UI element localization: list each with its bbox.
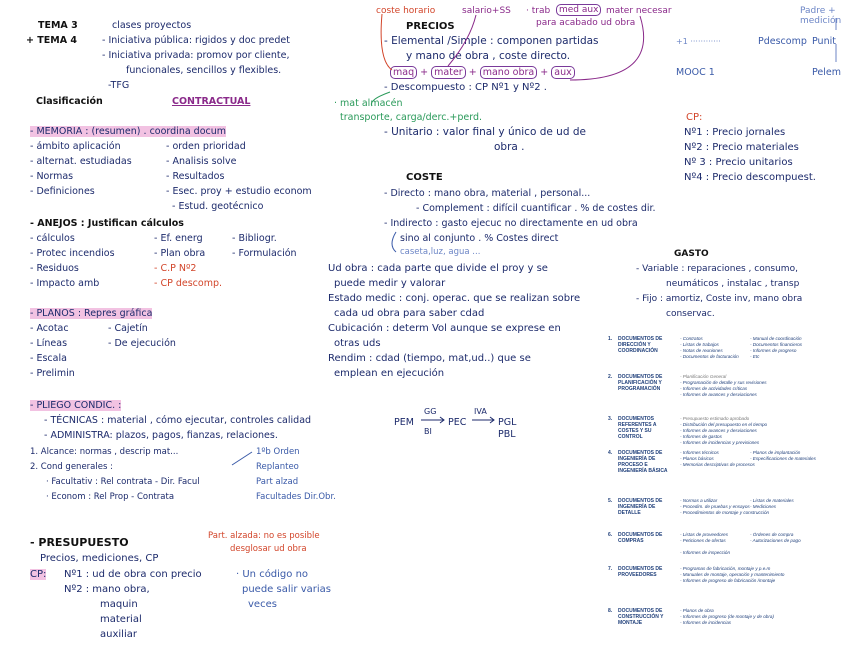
doc-row-item: - Normas a utilizar [680,498,718,503]
planos-col1-item: - Acotac [30,323,69,334]
planos-col2-item: - Cajetín [108,323,148,334]
formula-arrowhead-1 [440,417,444,423]
gasto-line: neumáticos , instalac , transp [666,279,800,289]
partida-alzada-line: desglosar ud obra [230,544,307,554]
doc-row-number: 7. [608,566,613,572]
presupuesto-note-line: · Un código no [236,569,309,580]
definicion-line: cada ud obra para saber cdad [334,308,485,319]
doc-row-item: - Autorizaciones de pago [750,538,801,543]
memoria-right-item: - Esec. proy + estudio econom [166,186,312,197]
doc-row-number: 5. [608,498,613,504]
pliego-line: - TÉCNICAS : material , cómo ejecutar, controles calidad [44,415,312,426]
right-arrow-annot: +1 ············ [676,37,721,46]
gasto-heading: GASTO [674,249,709,259]
formula-arrowhead-2 [490,417,494,423]
presupuesto-note-line: veces [248,599,277,610]
annot-padre-medicion: Padre + medición [800,6,842,26]
doc-row-item: - Procedim. de pruebas y ensayos [680,504,750,509]
definicion-line: emplean en ejecución [334,368,445,379]
coste-line: - Indirecto : gasto ejecuc no directamente en ud obra [384,218,638,229]
chain-plus: + [540,67,549,78]
precios-elemental-line: y mano de obra , coste directo. [406,50,571,62]
chain-mater: mater [431,66,466,79]
doc-row-item: - Contratos [680,336,703,341]
coste-line: - Directo : mano obra, material , personal... [384,188,591,199]
clasificacion-heading: Clasificación [36,96,103,107]
tema3-label: TEMA 3 [38,20,78,31]
cp-right-heading: CP: [686,112,703,123]
doc-row-item: - Manual de coordinación [750,336,802,341]
doc-row-number: 8. [608,608,613,614]
presupuesto-n2-line: auxiliar [100,629,137,640]
pliego-title [30,400,121,411]
iniciativa-line-3: funcionales, sencillos y flexibles. [126,65,282,76]
anejos-col3-item: - Bibliogr. [232,233,277,244]
planos-col1-item: - Líneas [30,338,68,349]
precios-heading: PRECIOS [406,21,455,32]
formula-bi: BI [424,427,432,436]
formula-iva: IVA [474,407,487,416]
gasto-line: - Fijo : amortiz, Coste inv, mano obra [636,294,803,304]
definicion-line: Ud obra : cada parte que divide el proy y se [328,263,548,274]
planos-col1-item: - Escala [30,353,67,364]
green-note-line: transporte, carga/derc.+perd. [340,112,483,123]
iniciativa-line-1: - Iniciativa pública: rigidos y doc predet [102,35,290,46]
anejos-highlight: - ANEJOS : Justifican cálculos [30,218,184,229]
doc-row-item: - Presupuesto estimado aprobado [680,416,750,421]
doc-row-item: - Informes de gastos [680,434,722,439]
presupuesto-cp-label [30,569,46,580]
doc-row-item: - Informes de inspección [680,550,731,555]
presupuesto-note-line: puede salir varias [242,584,331,595]
presupuesto-title: - PRESUPUESTO [30,536,129,549]
doc-row-item: - Etc [750,354,760,359]
formula-pbl: PBL [498,429,516,440]
doc-row-item: - Planos de obra [680,608,714,613]
cp-right-item: Nº4 : Precio descompuest. [684,172,816,183]
annot-coste-horario: coste horario [376,6,436,16]
definicion-line: Estado medic : conj. operac. que se realizan sobre [328,293,581,304]
tema4-label: + TEMA 4 [26,35,77,46]
formula-pgl: PGL [498,417,517,428]
doc-row-item: - Procedimientos de montaje y construcción [680,510,770,515]
doc-row-item: - Planos básicos [680,456,714,461]
doc-row-item: - Programación de detalle y sus revisiones [680,380,767,385]
formula-pec: PEC [448,417,467,428]
presupuesto-n1: Nº1 : ud de obra con precio [64,569,202,580]
cp-label-highlight: CP: [30,569,47,580]
anejos-col2-item: - Ef. energ [154,233,203,244]
anejos-col1-item: - Residuos [30,263,79,274]
anejos-col3-item: - Formulación [232,248,297,259]
precios-chain [390,67,575,78]
planos-col2-item: - De ejecución [108,338,176,349]
memoria-right-item: - Analisis solve [166,156,237,167]
label-pelem: Pelem [812,67,841,78]
doc-row-item: - Informes de avances y desviaciones [680,428,757,433]
coste-line: - Complement : difícil cuantificar . % de costes dir. [416,203,656,214]
document-types-table [608,336,844,636]
doc-row-number: 6. [608,532,613,538]
doc-row-title: DOCUMENTOS DE COMPRAS [618,532,663,544]
doc-row-item: - Documentos de facturación [680,354,739,359]
chain-plus: + [420,67,429,78]
doc-row-item: - Notas de reuniones [680,348,723,353]
cp-right-item: Nº 3 : Precio unitarios [684,157,793,168]
annot-acabado: para acabado ud obra [536,18,636,28]
presupuesto-subtitle: Precios, mediciones, CP [40,553,159,564]
definicion-line: Cubicación : determ Vol aunque se exprese en [328,323,561,334]
formula-pem: PEM [394,417,414,428]
chain-mano-obra: mano obra [480,66,538,79]
planos-col1-item: - Prelimin [30,368,75,379]
coste-line: sino al conjunto . % Costes direct [400,233,559,244]
doc-row-item: - Especificaciones de materiales [750,456,816,461]
memoria-right-item: - Estud. geotécnico [172,201,264,212]
tema3-desc: clases proyectos [112,20,192,31]
gasto-line: conservac. [666,309,715,319]
label-pdescomp: Pdescomp [758,36,807,47]
doc-row-item: - Informes de incidencias [680,620,732,625]
doc-row-item: - Programas de fabricación, montaje y p.e.m [680,566,771,571]
cp-right-item: Nº1 : Precio jornales [684,127,786,138]
definicion-line: otras uds [334,338,381,349]
pliego-side-item: Part alzad [256,477,299,487]
memoria-left-item: - Definiciones [30,186,95,197]
doc-row-item: - Informes de incidencias y previsiones [680,440,760,445]
label-punit: Punit [812,36,836,47]
anejos-col2-item: - CP descomp. [154,278,222,289]
doc-row-number: 3. [608,416,613,422]
doc-row-title: DOCUMENTOS REFERENTES A COSTES Y SU CONTROL [618,416,657,440]
anejos-col2-item: - C.P Nº2 [154,263,197,274]
pliego-side-item: Facultades Dir.Obr. [256,492,336,502]
doc-row-item: - Informes de actividades críticas [680,386,748,391]
doc-row-title: DOCUMENTOS DE CONSTRUCCIÓN Y MONTAJE [618,608,664,626]
doc-row-item: - Memorias descriptivas de procesos [680,462,755,467]
pliego-side-item: Replanteo [256,462,299,472]
memoria-right-item: - orden prioridad [166,141,246,152]
doc-row-number: 2. [608,374,613,380]
presupuesto-n2-line: maquin [100,599,138,610]
precios-descompuesto: - Descompuesto : CP Nº1 y Nº2 . [384,82,547,93]
coste-line: caseta,luz, agua ... [400,247,481,257]
pliego-line: · Econom : Rel Prop - Contrata [46,492,175,502]
label-mooc: MOOC 1 [676,67,715,78]
definicion-line: Rendim : cdad (tiempo, mat,ud..) que se [328,353,531,364]
memoria-left-item: - alternat. estudiadas [30,156,132,167]
precios-elemental-line: - Elemental /Simple : componen partidas [384,35,599,47]
doc-row-item: - Listas de proveedores [680,532,729,537]
gasto-line: - Variable : reparaciones , consumo, [636,264,798,274]
doc-row-item: - Documentos financieros [750,342,803,347]
doc-row-item: - Planos de implantación [750,450,801,455]
chain-plus: + [468,67,477,78]
precios-unitario-line: - Unitario : valor final y único de ud de [384,126,586,138]
doc-row-title: DOCUMENTOS DE INGENIERÍA DE DETALLE [618,498,663,516]
doc-row-number: 1. [608,336,613,342]
pliego-line: 1. Alcance: normas , descrip mat... [30,447,179,457]
med-aux-box: med aux [556,4,601,16]
coste-heading: COSTE [406,172,443,183]
precios-unitario-line: obra . [494,141,525,153]
chain-maq: maq [390,66,417,79]
iniciativa-line-4: -TFG [108,80,130,91]
doc-row-title: DOCUMENTOS DE PROVEEDORES [618,566,663,578]
memoria-left-item: - Normas [30,171,74,182]
anejos-col1-item: - Impacto amb [30,278,100,289]
anejos-col2-item: - Plan obra [154,248,206,259]
pliego-line: · Facultativ : Rel contrata - Dir. Facul [46,477,200,487]
doc-row-title: DOCUMENTOS DE PLANIFICACIÓN Y PROGRAMACIÓN [618,374,663,392]
anejos-col1-item: - cálculos [30,233,75,244]
doc-row-item: - Informes de progreso de fabricación /montaje [680,578,776,583]
doc-row-item: - Informes de avances y desviaciones [680,392,757,397]
presupuesto-n2-line: Nº2 : mano obra, [64,584,150,595]
doc-row-item: - Distribución del presupuesto en el tiempo [680,422,768,427]
annot-med-aux [556,5,601,16]
anejos-col1-item: - Protec incendios [30,248,115,259]
annot-mater-necesar: mater necesar [606,6,672,16]
doc-row-item: - Listas de trabajos [680,342,719,347]
doc-row-item: - Órdenes de compra [750,532,794,537]
memoria-highlight: - MEMORIA : (resumen) . coordina docum [30,126,227,137]
doc-row-number: 4. [608,450,613,456]
contractual-heading: CONTRACTUAL [172,96,251,107]
doc-row-item: - Planificación General [680,374,727,379]
planos-highlight: - PLANOS : Repres gráfica [30,308,153,319]
doc-row-title: DOCUMENTOS DE INGENIERÍA DE PROCESO E INGENIERÍA BÁSICA [618,450,668,474]
iniciativa-line-2: - Iniciativa privada: promov por cliente, [102,50,290,61]
doc-row-item: - Manuales de montaje, operación y mantenimiento [680,572,785,577]
memoria-right-item: - Resultados [166,171,225,182]
green-note-line: · mat almacén [334,98,403,109]
doc-row-item: - Listas de materiales [750,498,794,503]
definicion-line: puede medir y valorar [334,278,446,289]
doc-row-item: - Mediciones [750,504,777,509]
formula-gg: GG [424,407,437,416]
doc-row-title: DOCUMENTOS DE DIRECCIÓN Y COORDINACIÓN [618,336,663,354]
arrow-pliego-side [232,452,252,465]
pliego-side-item: 1ºb Orden [256,447,300,457]
chain-aux: aux [551,66,574,79]
bracket-indirecto [392,232,396,252]
doc-row-item: - Informes técnicos [680,450,719,455]
anejos-title [30,218,184,229]
annot-salario: salario+SS [462,6,511,16]
partida-alzada-line: Part. alzada: no es posible [208,531,320,541]
doc-row-item: - Peticiones de ofertas [680,538,726,543]
pliego-line: 2. Cond generales : [30,462,113,472]
planos-title [30,308,152,319]
pliego-highlight: - PLIEGO CONDIC. : [30,400,122,411]
memoria-left-item: - ámbito aplicación [30,141,121,152]
memoria-title [30,126,226,137]
presupuesto-n2-line: material [100,614,142,625]
cp-right-item: Nº2 : Precio materiales [684,142,799,153]
annot-trab: · trab [526,6,551,16]
pliego-line: - ADMINISTRA: plazos, pagos, fianzas, relaciones. [44,430,278,441]
doc-row-item: - Informes de progreso (de montaje y de obra) [680,614,774,619]
doc-row-item: - Informes de progreso [750,348,797,353]
